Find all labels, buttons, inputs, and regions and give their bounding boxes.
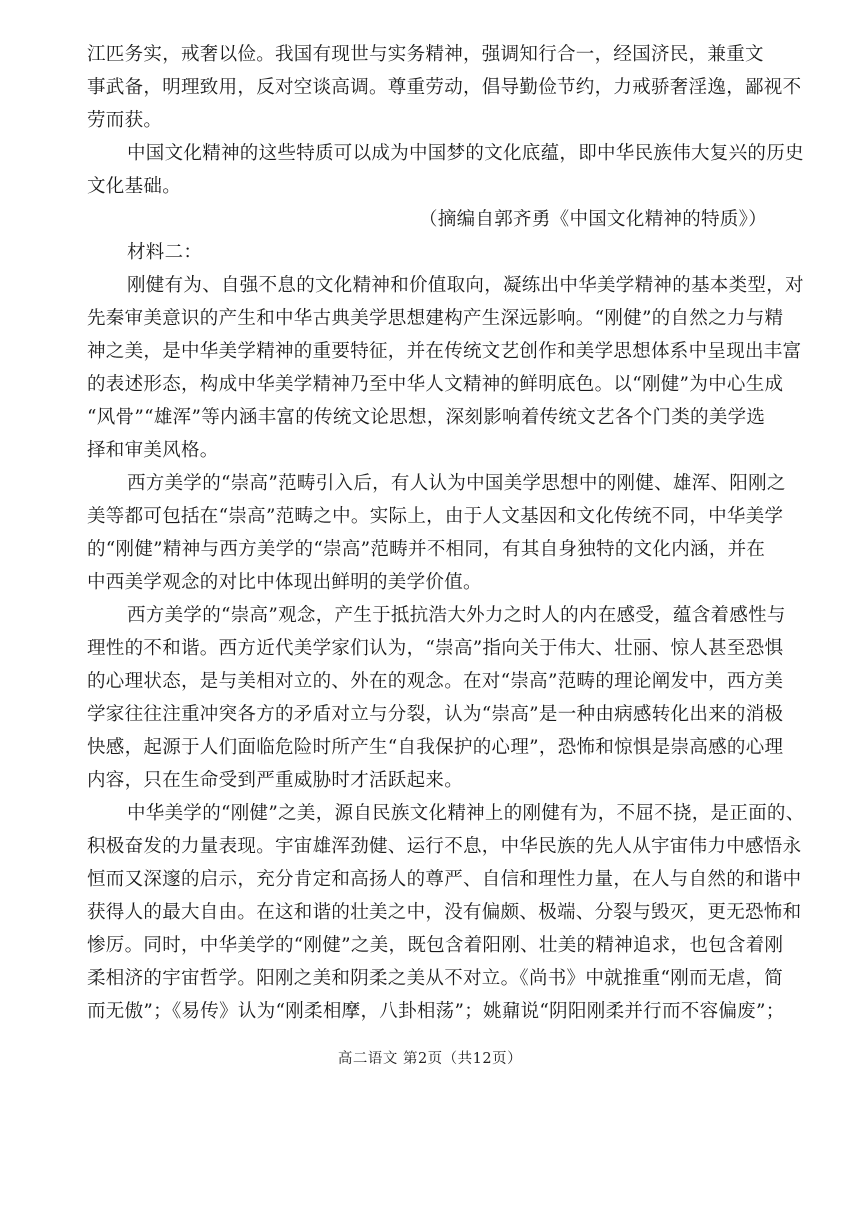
section-heading-material-2: 材料二： — [127, 242, 203, 263]
text-line: 美等都可包括在“崇高”范畴之中。实际上，由于人文基因和文化传统不同，中华美学 — [87, 506, 784, 527]
paragraph-start-line: 刚健有为、自强不息的文化精神和价值取向，凝练出中华美学精神的基本类型，对 — [127, 275, 804, 296]
text-line: 内容，只在生命受到严重威胁时才活跃起来。 — [87, 770, 464, 791]
text-line: 择和审美风格。 — [87, 440, 219, 461]
text-line: 的表述形态，构成中华美学精神乃至中华人文精神的鲜明底色。以“刚健”为中心生成 — [87, 374, 784, 395]
paragraph-start-line: 中华美学的“刚健”之美，源自民族文化精神上的刚健有为，不屈不挠，是正面的、 — [127, 803, 805, 824]
text-line: 积极奋发的力量表现。宇宙雄浑劲健、运行不息，中华民族的先人从宇宙伟力中感悟永 — [87, 836, 802, 857]
text-line: “风骨”“雄浑”等内涵丰富的传统文论思想，深刻影响着传统文艺各个门类的美学选 — [87, 407, 766, 428]
paragraph-start-line: 西方美学的“崇高”范畴引入后，有人认为中国美学思想中的刚健、雄浑、阳刚之 — [127, 473, 786, 494]
text-line: 江匹务实，戒奢以俭。我国有现世与实务精神，强调知行合一，经国济民，兼重文 — [87, 44, 764, 65]
text-line: 柔相济的宇宙哲学。阳刚之美和阴柔之美从不对立。《尚书》中就推重“刚而无虐，简 — [87, 968, 784, 989]
paragraph-start-line: 中国文化精神的这些特质可以成为中国梦的文化底蕴，即中华民族伟大复兴的历史 — [127, 143, 804, 164]
paragraph-start-line: 西方美学的“崇高”观念，产生于抵抗浩大外力之时人的内在感受，蕴含着感性与 — [127, 605, 786, 626]
text-line: 恒而又深邃的启示，充分肯定和高扬人的尊严、自信和理性力量，在人与自然的和谐中 — [87, 869, 802, 890]
text-line: 惨厉。同时，中华美学的“刚健”之美，既包含着阳刚、壮美的精神追求，也包含着刚 — [87, 935, 784, 956]
text-line: 学家往往注重冲突各方的矛盾对立与分裂，认为“崇高”是一种由病感转化出来的消极 — [87, 704, 784, 725]
text-line: 的“刚健”精神与西方美学的“崇高”范畴并不相同，有其自身独特的文化内涵，并在 — [87, 539, 766, 560]
page-footer: 高二语文 第2页（共12页） — [337, 1051, 523, 1067]
body-text — [87, 38, 805, 1028]
text-line: 中西美学观念的对比中体现出鲜明的美学价值。 — [87, 572, 482, 593]
text-line: 获得人的最大自由。在这和谐的壮美之中，没有偏颇、极端、分裂与毁灭，更无恐怖和 — [87, 902, 802, 923]
source-citation: （摘编自郭齐勇《中国文化精神的特质》） — [419, 209, 767, 230]
text-line: 先秦审美意识的产生和中华古典美学思想建构产生深远影响。“刚健”的自然之力与精 — [87, 308, 784, 329]
text-line: 事武备，明理致用，反对空谈高调。尊重劳动，倡导勤俭节约，力戒骄奢淫逸，鄙视不 — [87, 77, 802, 98]
text-line: 文化基础。 — [87, 176, 182, 197]
text-line: 劳而获。 — [87, 110, 163, 131]
text-line: 的心理状态，是与美相对立的、外在的观念。在对“崇高”范畴的理论阐发中，西方美 — [87, 671, 784, 692]
text-line: 理性的不和谐。西方近代美学家们认为，“崇高”指向关于伟大、壮丽、惊人甚至恐惧 — [87, 638, 784, 659]
text-line: 快感，起源于人们面临危险时所产生“自我保护的心理”，恐怖和惊惧是崇高感的心理 — [87, 737, 784, 758]
text-line: 神之美，是中华美学精神的重要特征，并在传统文艺创作和美学思想体系中呈现出丰富 — [87, 341, 802, 362]
text-line: 而无傲”；《易传》认为“刚柔相摩，八卦相荡”；姚鼐说“阴阳刚柔并行而不容偏废”； — [87, 1001, 785, 1022]
